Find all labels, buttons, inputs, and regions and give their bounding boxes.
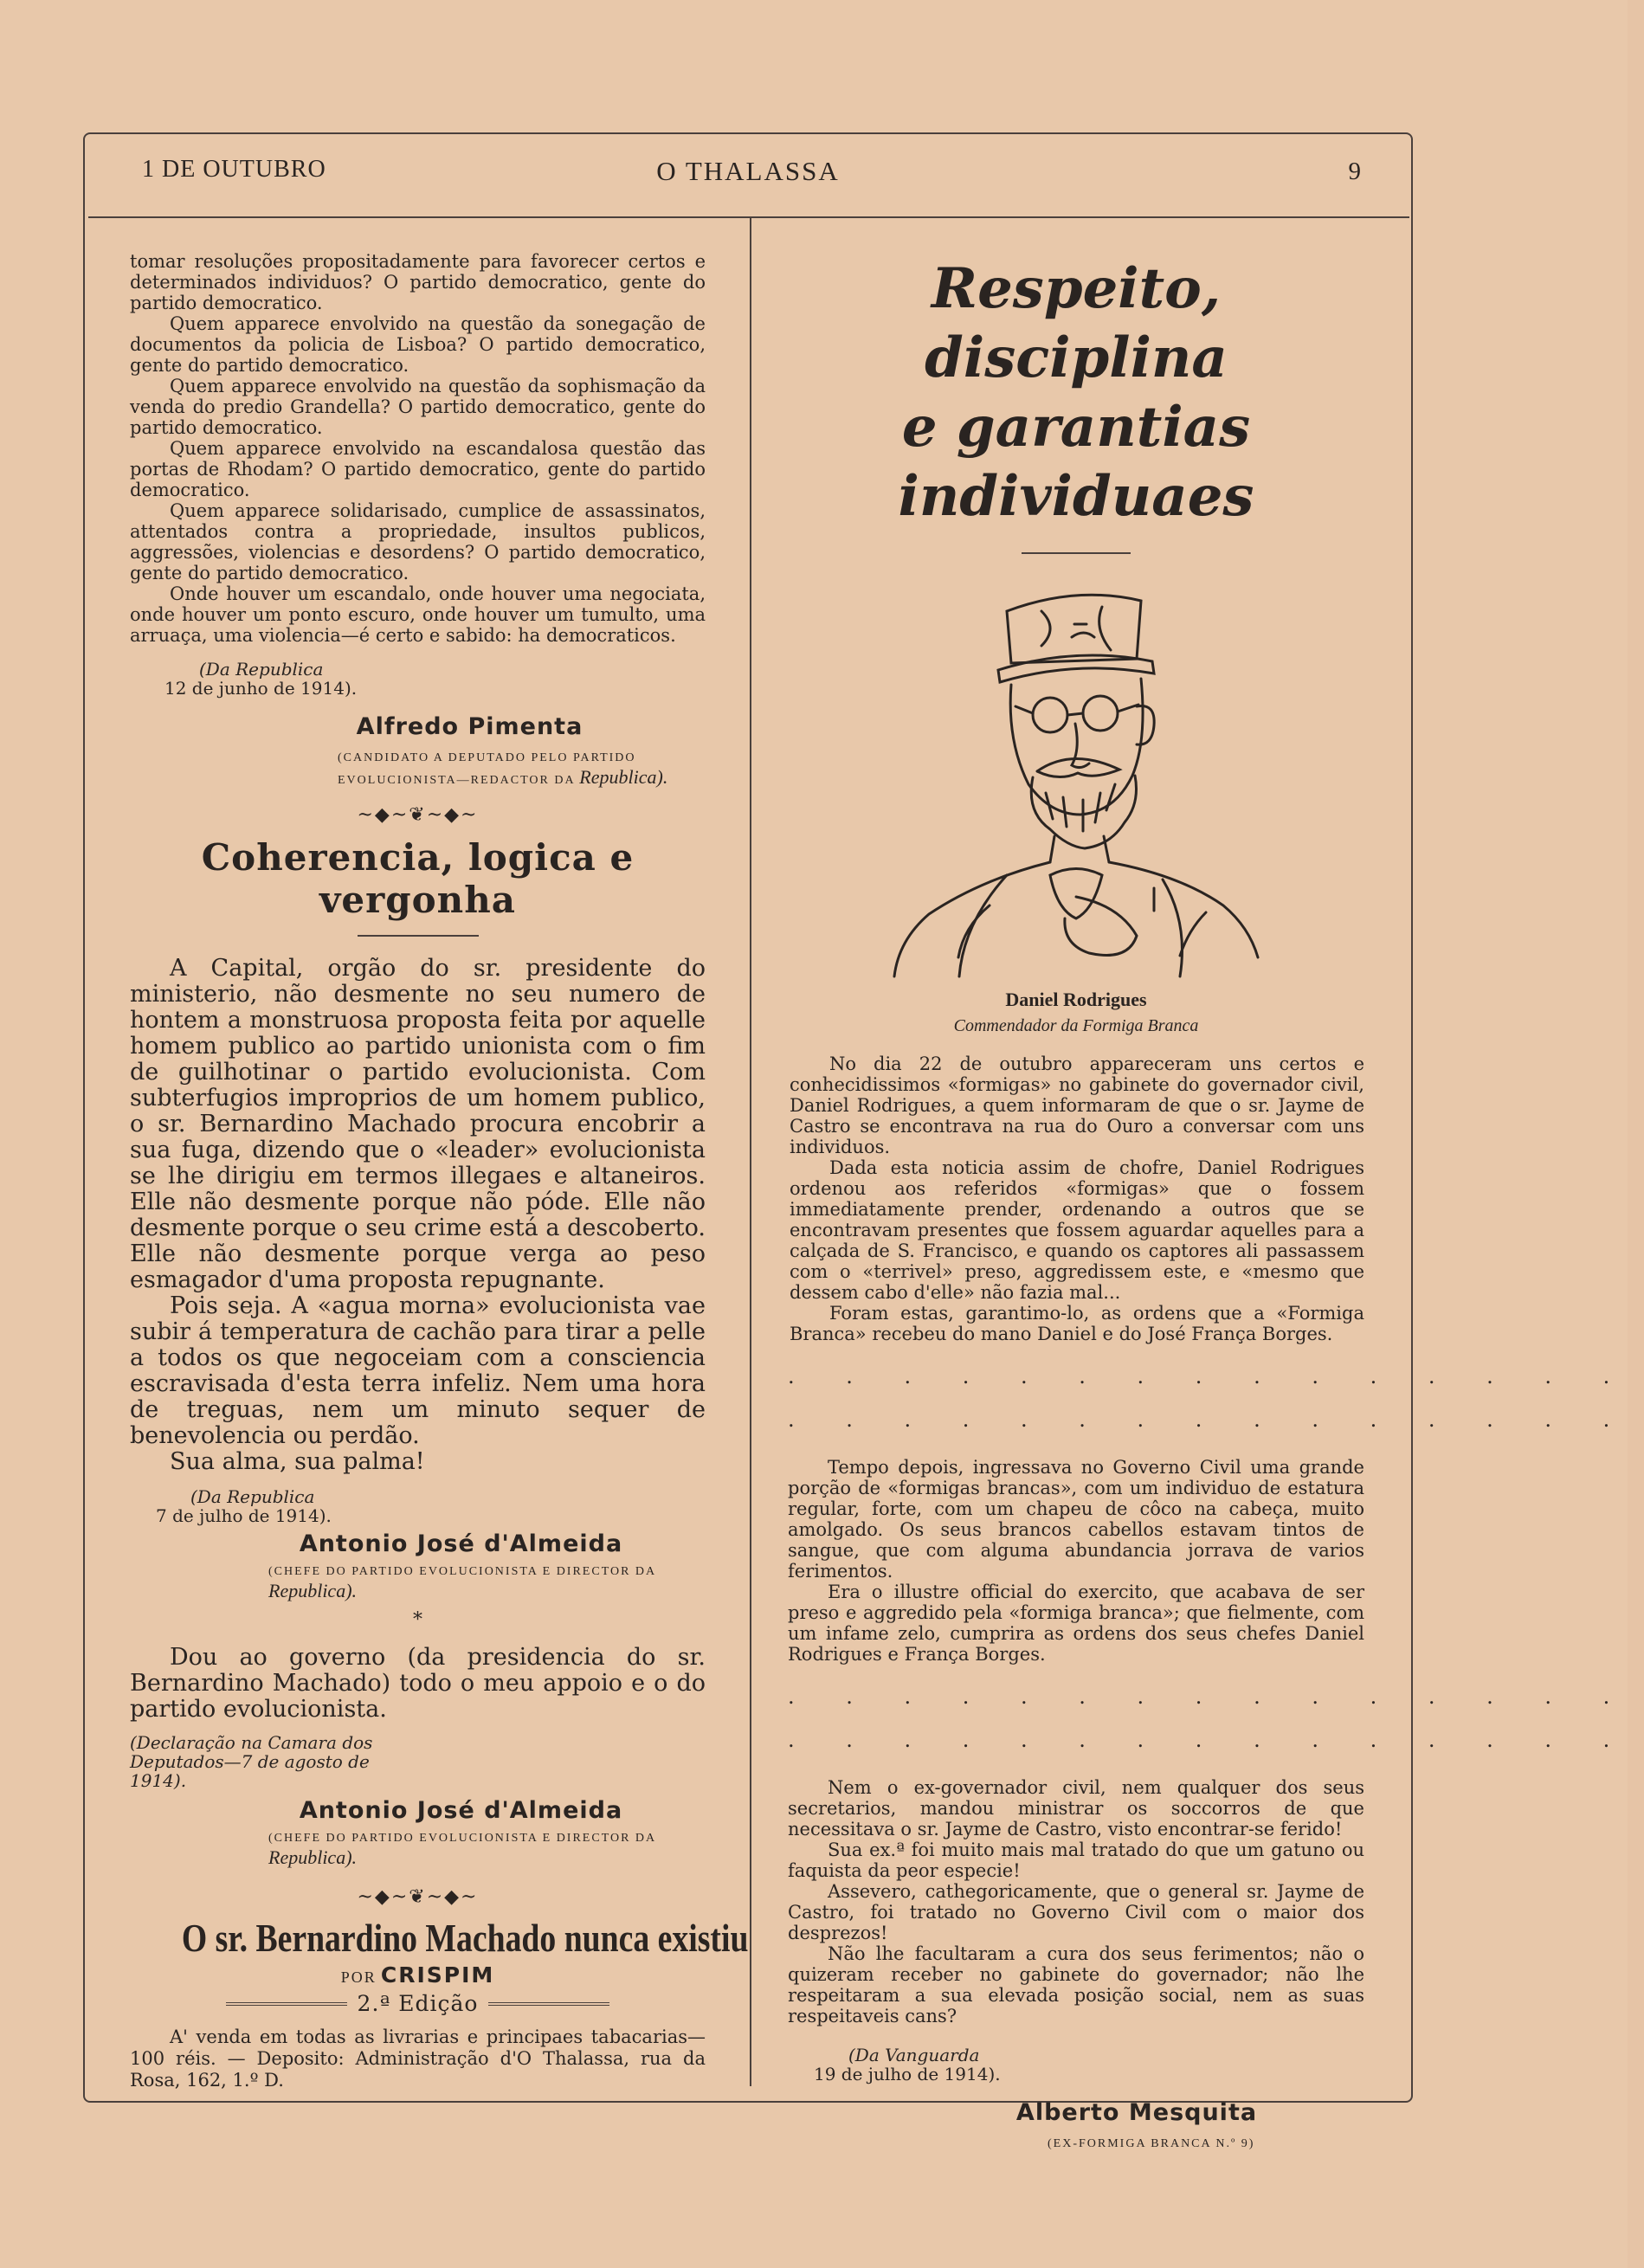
header-date: 1 DE OUTUBRO	[142, 156, 326, 183]
source-line: (Da Republica	[190, 1486, 315, 1507]
intro-paragraph: Quem apparece solidarisado, cumplice de assassinatos, attentados contra a propriedade, insultos publicos, aggressões, violencias e desordens? O partido democratico, gente do partido democratico.	[130, 500, 706, 583]
left-column	[130, 251, 749, 2091]
article-body	[130, 956, 706, 1475]
book-edition: 2.ª Edição	[357, 1991, 479, 2016]
asterisk-separator: *	[413, 1609, 422, 1631]
author-signature: Antonio José d'Almeida	[299, 1797, 623, 1824]
author-role	[268, 1829, 706, 1871]
page-header	[83, 139, 1413, 216]
ellipsis-line: . . . . . . . . . . . . . . .	[788, 1364, 1633, 1389]
ellipsis-line: . . . . . . . . . . . . . . .	[788, 1408, 1633, 1432]
report-paragraph: Sua ex.ª foi muito mais mal tratado do que um gatuno ou faquista da peor especie!	[788, 1840, 1364, 1881]
caption-name: Daniel Rodrigues	[1005, 989, 1147, 1010]
title-rule	[1022, 552, 1131, 554]
book-by: POR	[340, 1968, 377, 1986]
report-paragraph: Assevero, cathegoricamente, que o general sr. Jayme de Castro, foi tratado no Governo Civil com o maior dos desprezos!	[788, 1881, 1364, 1943]
source-citation	[164, 660, 706, 698]
author-role-text: (CHEFE DO PARTIDO EVOLUCIONISTA E DIRECTOR DA	[268, 1565, 656, 1578]
book-byline	[130, 1962, 706, 1988]
source-line: (Da Vanguarda	[848, 2045, 980, 2065]
source-citation	[130, 1733, 416, 1790]
article-paragraph: A Capital, orgão do sr. presidente do ministerio, não desmente no seu numero de hontem a monstruosa proposta feita por aquelle homem publico ao partido unionista com o fim de guilhotinar o partido evolucionista. Com subterfugios improprios de um homem publico, o sr. Bernardino Machado procura encobrir a sua fuga, dizendo que o «leader» evolucionista se lhe dirigiu em termos illegaes e altaneiros. Elle não desmente porque não póde. Elle não desmente porque o seu crime está a descoberto. Elle não desmente porque verga ao peso esmagador d'uma proposta repugnante.	[130, 955, 706, 1293]
article-paragraph: Pois seja. A «agua morna» evolucionista vae subir á temperatura de cachão para tirar a pelle a todos os que negoceiam com a consciencia escravisada d'esta terra infeliz. Nem uma hora de treguas, nem um minuto sequer de benevolencia ou perdão.	[130, 1292, 706, 1449]
report-paragraph: Foram estas, garantimo-lo, as ordens que a «Formiga Branca» recebeu do mano Daniel e do José França Borges.	[790, 1303, 1364, 1344]
edition-rule-left	[226, 2002, 347, 2006]
report-paragraph: Dada esta noticia assim de chofre, Daniel Rodrigues ordenou aos referidos «formigas» que o fossem immediatamente prender, ordenando a outros que se encontravam presentes que fossem aguardar aquelles para a calçada de S. Francisco, e quando os captores ali passassem com o «terrivel» preso, aggredissem este, e «mesmo que dessem cabo d'elle» não fazia mal...	[790, 1157, 1364, 1303]
author-signature: Alberto Mesquita	[1015, 2099, 1258, 2126]
quote-paragraph: Dou ao governo (da presidencia do sr. Bernardino Machado) todo o meu appoio e o do partido evolucionista.	[130, 1644, 706, 1723]
report-part1	[790, 1053, 1364, 1344]
source-citation	[156, 1486, 706, 1526]
book-author: CRISPIM	[380, 1962, 495, 1988]
author-role-publication: Republica).	[268, 1846, 358, 1868]
author-role-text: (CHEFE DO PARTIDO EVOLUCIONISTA E DIRECTOR DA	[268, 1832, 656, 1845]
article-title-line2: e garantias individuaes	[898, 395, 1254, 529]
article-paragraph: Sua alma, sua palma!	[170, 1448, 425, 1475]
caricature-illustration	[877, 577, 1275, 983]
book-sale-text: A' venda em todas as livrarias e principaes tabacarias—100 réis. — Deposito: Administração d'O Thalassa, rua da Rosa, 162, 1.º D.	[130, 2026, 706, 2091]
author-role-publication: Republica).	[579, 766, 668, 788]
ornament-divider: ~◆~❦~◆~	[357, 804, 479, 826]
newspaper-title: O THALASSA	[656, 156, 840, 186]
report-part2	[788, 1457, 1364, 1665]
source-date: 7 de julho de 1914).	[156, 1505, 332, 1526]
source-line: (Da Republica	[199, 659, 324, 680]
author-role-publication: Republica).	[268, 1580, 358, 1601]
report-paragraph: Não lhe facultaram a cura dos seus ferimentos; não o quizeram receber no gabinete do governador; não lhe respeitaram a sua elevada posição social, nem as suas respeitaveis cans?	[788, 1943, 1364, 2026]
author-role	[268, 1562, 706, 1604]
ellipsis-line: . . . . . . . . . . . . . . .	[788, 1728, 1633, 1752]
intro-paragraph: Quem apparece envolvido na escandalosa questão das portas de Rhodam? O partido democratico, gente do partido democratico.	[130, 438, 706, 500]
report-paragraph: Tempo depois, ingressava no Governo Civil uma grande porção de «formigas brancas», com um individuo de estatura regular, forte, com um chapeu de côco na cabeça, muito amolgado. Os seus brancos cabellos estavam tintos de sangue, que com alguma abundancia jorrava de varios ferimentos.	[788, 1457, 1364, 1582]
quote-body	[130, 1645, 706, 1723]
header-rule	[88, 216, 1409, 218]
author-role: (EX-FORMIGA BRANCA N.º 9)	[1048, 2137, 1255, 2150]
article-title: Coherencia, logica e vergonha	[201, 836, 635, 921]
ellipsis-line: . . . . . . . . . . . . . . .	[788, 1685, 1633, 1709]
title-rule	[358, 935, 479, 937]
report-paragraph: No dia 22 de outubro appareceram uns certos e conhecidissimos «formigas» no gabinete do governador civil, Daniel Rodrigues, a quem informaram de que o sr. Jayme de Castro se encontrava na rua do Ouro a conversar com uns individuos.	[790, 1053, 1364, 1157]
author-signature: Antonio José d'Almeida	[299, 1530, 623, 1557]
intro-paragraph: Onde houver um escandalo, onde houver uma negociata, onde houver um ponto escuro, onde houver um tumulto, uma arruaça, uma violencia—é certo e sabido: ha democraticos.	[130, 583, 706, 646]
intro-paragraph: Quem apparece envolvido na questão da sonegação de documentos da policia de Lisboa? O partido democratico, gente do partido democratico.	[130, 313, 706, 376]
source-citation	[814, 2045, 1364, 2084]
report-part3	[788, 1777, 1364, 2026]
ornament-divider: ~◆~❦~◆~	[357, 1886, 479, 1908]
author-role-text: (CANDIDATO A DEPUTADO PELO PARTIDO EVOLUCIONISTA—REDACTOR DA	[338, 751, 636, 787]
report-paragraph: Era o illustre official do exercito, que acabava de ser preso e aggredido pela «formiga branca»; que fielmente, com um infame zelo, cumprira as ordens dos seus chefes Daniel Rodrigues e França Borges.	[788, 1582, 1364, 1665]
book-title: O sr. Bernardino Machado nunca existiu	[181, 1916, 749, 1960]
author-role	[338, 749, 706, 790]
caption-role: Commendador da Formiga Branca	[953, 1016, 1199, 1035]
report-paragraph: Nem o ex-governador civil, nem qualquer dos seus secretarios, mandou ministrar os soccorros de que necessitava o sr. Jayme de Castro, visto encontrar-se ferido!	[788, 1777, 1364, 1840]
source-date: 19 de julho de 1914).	[814, 2064, 1001, 2084]
intro-paragraph: Quem apparece envolvido na questão da sophismação da venda do predio Grandella? O partido democratico, gente do partido democratico.	[130, 376, 706, 438]
author-signature: Alfredo Pimenta	[356, 713, 583, 740]
source-line: (Declaração na Camara dos Deputados—7 de agosto de 1914).	[130, 1732, 373, 1791]
column-divider	[750, 218, 751, 2086]
intro-article	[130, 251, 706, 646]
book-sale-notice	[130, 2026, 706, 2091]
source-date: 12 de junho de 1914).	[164, 678, 358, 699]
right-column	[788, 251, 1633, 2154]
article-title-line1: Respeito, disciplina	[925, 256, 1228, 390]
book-edition-row	[130, 1991, 706, 2016]
page-number: 9	[1348, 158, 1361, 185]
intro-paragraph: tomar resoluções propositadamente para favorecer certos e determinados individuos? O partido democratico, gente do partido democratico.	[130, 251, 706, 313]
edition-rule-right	[488, 2002, 609, 2006]
